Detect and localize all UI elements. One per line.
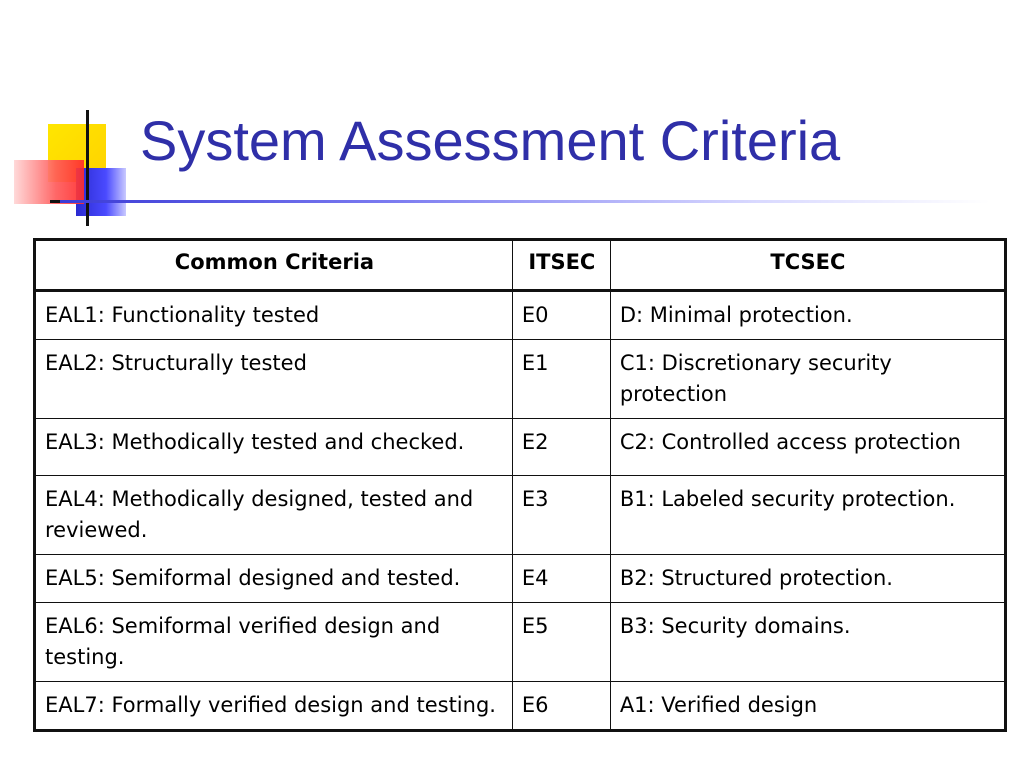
table-row <box>35 682 1006 731</box>
cell-tcsec: A1: Verified design <box>610 682 1005 731</box>
table-row <box>35 419 1006 476</box>
cell-common-criteria: EAL1: Functionality tested <box>35 291 513 340</box>
cell-itsec: E0 <box>512 291 610 340</box>
logo-vertical-line <box>86 110 89 226</box>
cell-itsec: E4 <box>512 555 610 603</box>
cell-common-criteria: EAL2: Structurally tested <box>35 340 513 419</box>
title-underline <box>60 200 990 203</box>
column-header-itsec: ITSEC <box>512 240 610 291</box>
cell-itsec: E2 <box>512 419 610 476</box>
cell-itsec: E6 <box>512 682 610 731</box>
cell-common-criteria: EAL3: Methodically tested and checked. <box>35 419 513 476</box>
table-row <box>35 603 1006 682</box>
cell-common-criteria: EAL7: Formally verified design and testing. <box>35 682 513 731</box>
cell-common-criteria: EAL5: Semiformal designed and tested. <box>35 555 513 603</box>
cell-tcsec: D: Minimal protection. <box>610 291 1005 340</box>
cell-common-criteria: EAL4: Methodically designed, tested and reviewed. <box>35 476 513 555</box>
cell-tcsec: B3: Security domains. <box>610 603 1005 682</box>
cell-tcsec: B1: Labeled security protection. <box>610 476 1005 555</box>
cell-itsec: E5 <box>512 603 610 682</box>
logo-red-square <box>14 160 84 204</box>
column-header-common-criteria: Common Criteria <box>35 240 513 291</box>
decorative-logo-icon <box>0 0 140 240</box>
cell-tcsec: B2: Structured protection. <box>610 555 1005 603</box>
cell-tcsec: C1: Discretionary security protection <box>610 340 1005 419</box>
cell-itsec: E1 <box>512 340 610 419</box>
column-header-tcsec: TCSEC <box>610 240 1005 291</box>
table-row <box>35 340 1006 419</box>
table-row <box>35 476 1006 555</box>
table-header-row <box>35 240 1006 291</box>
cell-tcsec: C2: Controlled access protection <box>610 419 1005 476</box>
cell-common-criteria: EAL6: Semiformal verified design and testing. <box>35 603 513 682</box>
table-row <box>35 291 1006 340</box>
slide-title: System Assessment Criteria <box>140 109 841 172</box>
cell-itsec: E3 <box>512 476 610 555</box>
criteria-table <box>33 238 1007 732</box>
table-row <box>35 555 1006 603</box>
